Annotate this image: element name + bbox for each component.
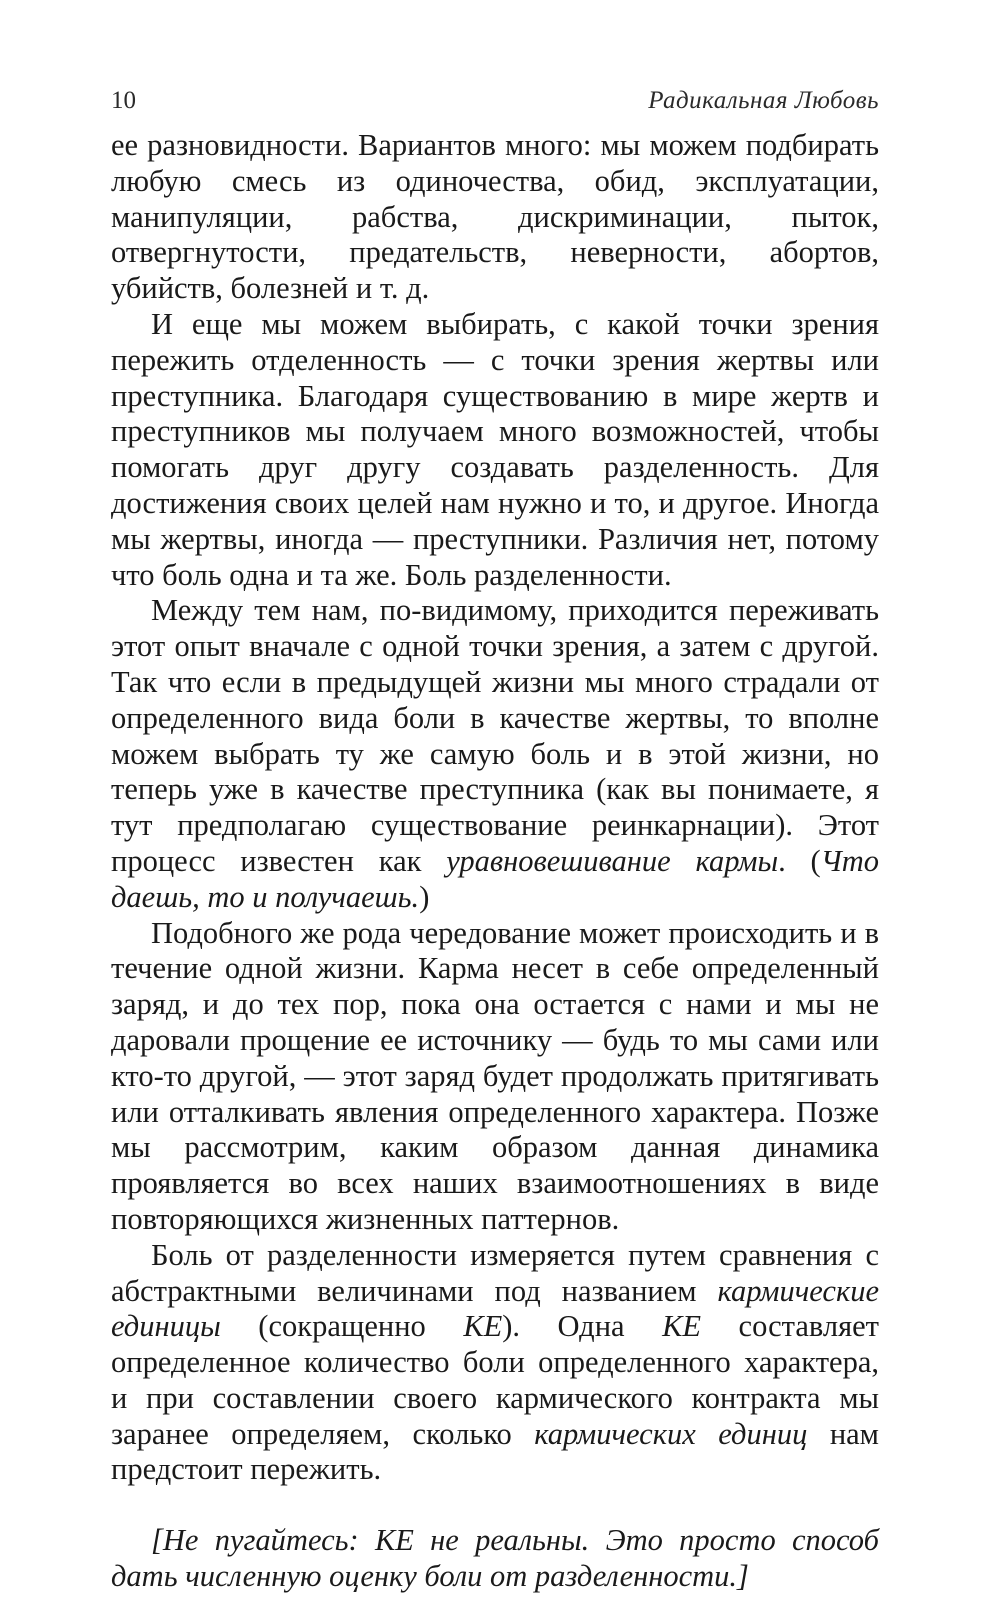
paragraph-4: Подобного же рода чередование может происходить и в течение одной жизни. Карма несет в себе определенный заряд, и до тех пор, пока она остается с нами и мы не даровали прощение ее источнику — будь то мы сами или кто-то другой, — этот заряд будет продолжать притягивать или отталкивать явления определенного характера. Позже мы рассмотрим, каким образом данная динамика проявляется во всех наших взаимоотношениях в виде повторяющихся жизненных паттернов. <box>111 915 879 1236</box>
paragraph-5 <box>111 1238 879 1489</box>
paragraph-3-text: . ( <box>778 843 821 878</box>
paragraph-5-text: ). Одна <box>502 1309 663 1344</box>
paragraph-5-text: нам предстоит пережить. <box>111 1416 879 1487</box>
page-number: 10 <box>111 87 136 114</box>
paragraph-2: И еще мы можем выбирать, с какой точки зрения пережить отделенность — с точки зрения жертвы или преступника. Благодаря существованию в мире жертв и преступников мы получаем много возможностей, чтобы помогать друг другу создавать разделенность. Для достижения своих целей нам нужно и то, и другое. Иногда мы жертвы, иногда — преступники. Различия нет, потому что боль одна и та же. Боль разделенности. <box>111 306 879 592</box>
term-ke: КЕ <box>463 1309 503 1344</box>
term-karma-balancing: уравновешивание кармы <box>446 843 779 878</box>
body-text <box>111 128 879 1595</box>
quote-what-you-give: Что даешь, то и получаешь. <box>111 843 879 914</box>
paragraph-5-text: (сокращенно <box>220 1309 464 1344</box>
term-karmic-units: кармических единиц <box>534 1416 808 1451</box>
term-ke: КЕ <box>662 1309 701 1344</box>
paragraph-5-text: составляет определенное количество боли определенного характера, и при составлении своего кармического контракта мы заранее определяем, сколько <box>111 1309 879 1451</box>
paragraph-1: ее разновидности. Вариантов много: мы можем подбирать любую смесь из одиночества, обид, эксплуатации, манипуляции, рабства, дискриминации, пыток, отвергнутости, предательств, неверности, абортов, убийств, болезней и т. д. <box>111 128 879 306</box>
paragraph-5-text: Боль от разделенности измеряется путем сравнения с абстрактными величинами под названием <box>111 1237 879 1308</box>
paragraph-3-text: ) <box>419 879 430 914</box>
bracketed-note: [Не пугайтесь: КЕ не реальны. Это просто способ дать численную оценку боли от разделенности.] <box>111 1523 879 1594</box>
book-title: Радикальная Любовь <box>648 87 879 114</box>
running-head <box>111 86 879 116</box>
paragraph-3 <box>111 593 879 915</box>
term-karmic-units: кармические единицы <box>111 1273 879 1344</box>
paragraph-3-text: Между тем нам, по-видимому, приходится переживать этот опыт вначале с одной точки зрения, а затем с другой. Так что если в предыдущей жизни мы много страдали от определенного вида боли в качестве жертвы, то вполне можем выбрать ту же самую боль и в этой жизни, но теперь уже в качестве преступника (как вы понимаете, я тут предполагаю существование реинкарнации). Этот процесс известен как <box>111 593 879 878</box>
